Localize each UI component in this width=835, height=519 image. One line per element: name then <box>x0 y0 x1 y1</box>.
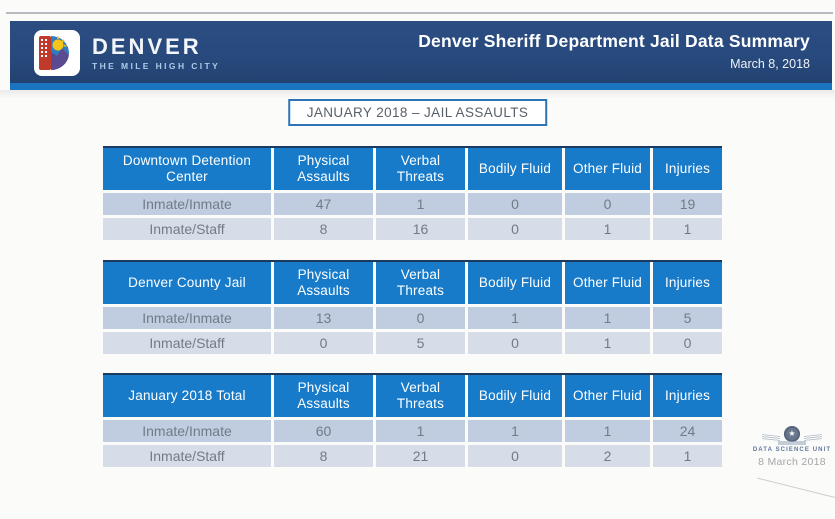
report-date: March 8, 2018 <box>730 57 810 71</box>
column-header-verbal-threats: Verbal Threats <box>376 148 465 190</box>
column-header-bodily-fluid: Bodily Fluid <box>468 148 562 190</box>
data-cell: 0 <box>376 307 465 329</box>
data-cell: 60 <box>274 420 373 442</box>
data-cell: 1 <box>565 218 650 240</box>
table-title-cell: January 2018 Total <box>103 375 271 417</box>
column-header-physical-assaults: Physical Assaults <box>274 262 373 304</box>
column-header-injuries: Injuries <box>653 148 722 190</box>
column-header-physical-assaults: Physical Assaults <box>274 148 373 190</box>
logo-text-block <box>92 33 221 71</box>
column-header-bodily-fluid: Bodily Fluid <box>468 375 562 417</box>
header-accent-stripe <box>10 83 832 90</box>
stamp-wing-right <box>804 434 822 442</box>
denver-logo <box>34 30 220 76</box>
table-header-row <box>103 146 722 190</box>
header-title-block <box>418 31 810 71</box>
stamp-banner <box>778 441 806 445</box>
table-row <box>103 307 722 329</box>
data-cell: 0 <box>468 332 562 354</box>
table-header-row <box>103 260 722 304</box>
data-cell: 0 <box>274 332 373 354</box>
data-cell: 0 <box>565 193 650 215</box>
page-title: JANUARY 2018 – JAIL ASSAULTS <box>288 99 548 126</box>
row-label: Inmate/Staff <box>103 445 271 467</box>
column-header-other-fluid: Other Fluid <box>565 375 650 417</box>
data-cell: 13 <box>274 307 373 329</box>
data-cell: 0 <box>468 445 562 467</box>
data-cell: 19 <box>653 193 722 215</box>
data-cell: 0 <box>468 218 562 240</box>
table-january-2018-total <box>103 373 722 467</box>
table-row <box>103 420 722 442</box>
stamp-date: 8 March 2018 <box>758 456 826 468</box>
column-header-injuries: Injuries <box>653 262 722 304</box>
data-cell: 5 <box>653 307 722 329</box>
data-cell: 1 <box>653 218 722 240</box>
stamp-unit-label: DATA SCIENCE UNIT <box>752 447 832 453</box>
stamp-star-icon: ★ <box>784 426 800 442</box>
data-cell: 1 <box>565 307 650 329</box>
column-header-other-fluid: Other Fluid <box>565 262 650 304</box>
data-cell: 1 <box>653 445 722 467</box>
data-cell: 47 <box>274 193 373 215</box>
table-row <box>103 332 722 354</box>
row-label: Inmate/Staff <box>103 218 271 240</box>
report-title: Denver Sheriff Department Jail Data Summary <box>418 31 810 51</box>
data-cell: 21 <box>376 445 465 467</box>
data-cell: 1 <box>376 420 465 442</box>
data-cell: 8 <box>274 218 373 240</box>
header-bar <box>10 21 832 90</box>
data-cell: 5 <box>376 332 465 354</box>
stamp-emblem-icon <box>748 424 835 446</box>
denver-logo-icon <box>34 30 80 76</box>
column-header-injuries: Injuries <box>653 375 722 417</box>
table-row <box>103 218 722 240</box>
scan-corner-line <box>757 478 835 500</box>
data-cell: 1 <box>376 193 465 215</box>
row-label: Inmate/Staff <box>103 332 271 354</box>
data-cell: 1 <box>565 420 650 442</box>
data-cell: 1 <box>565 332 650 354</box>
table-header-row <box>103 373 722 417</box>
table-row <box>103 445 722 467</box>
data-cell: 8 <box>274 445 373 467</box>
column-header-bodily-fluid: Bodily Fluid <box>468 262 562 304</box>
column-header-physical-assaults: Physical Assaults <box>274 375 373 417</box>
table-row <box>103 193 722 215</box>
data-cell: 1 <box>468 307 562 329</box>
data-cell: 0 <box>653 332 722 354</box>
scan-shadow <box>0 90 835 99</box>
row-label: Inmate/Inmate <box>103 307 271 329</box>
column-header-verbal-threats: Verbal Threats <box>376 375 465 417</box>
logo-tagline: THE MILE HIGH CITY <box>92 60 221 71</box>
column-header-verbal-threats: Verbal Threats <box>376 262 465 304</box>
data-cell: 2 <box>565 445 650 467</box>
data-cell: 0 <box>468 193 562 215</box>
data-science-unit-stamp <box>748 424 835 468</box>
row-label: Inmate/Inmate <box>103 193 271 215</box>
data-cell: 1 <box>468 420 562 442</box>
table-title-cell: Denver County Jail <box>103 262 271 304</box>
data-cell: 16 <box>376 218 465 240</box>
column-header-other-fluid: Other Fluid <box>565 148 650 190</box>
scan-page-edge-line <box>6 12 833 14</box>
logo-wordmark: DENVER <box>92 33 202 59</box>
table-denver-county-jail <box>103 260 722 354</box>
row-label: Inmate/Inmate <box>103 420 271 442</box>
data-cell: 24 <box>653 420 722 442</box>
table-downtown-detention-center <box>103 146 722 240</box>
table-title-cell: Downtown Detention Center <box>103 148 271 190</box>
